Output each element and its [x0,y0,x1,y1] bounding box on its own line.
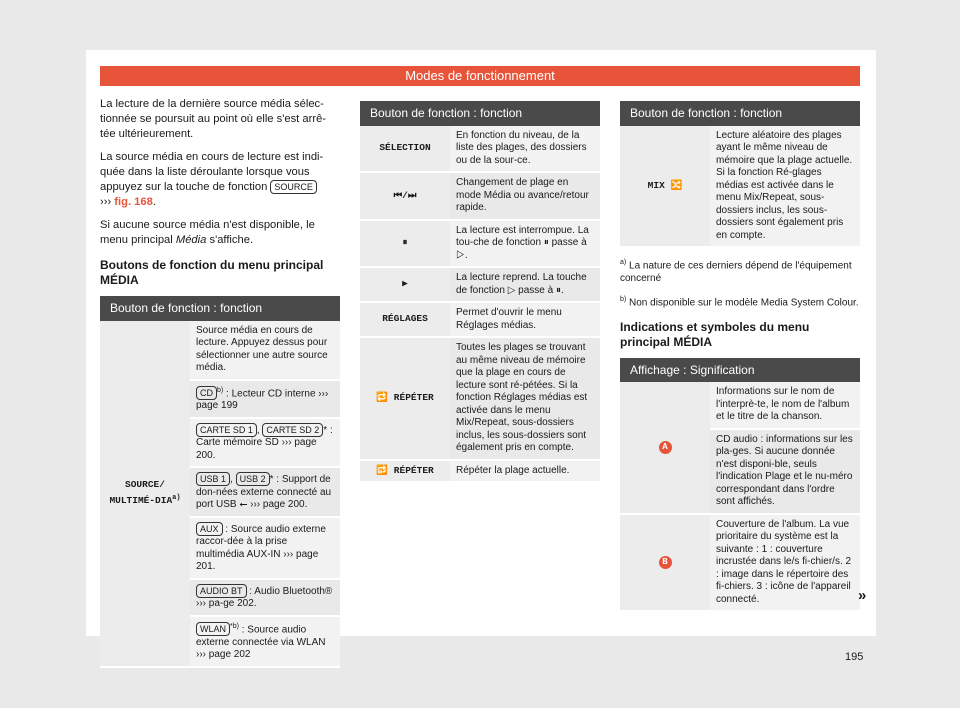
table-cell: En fonction du niveau, de la liste des plages, des dossiers ou de la sour-ce. [450,126,600,173]
key-cell: RÉGLAGES [360,302,450,337]
key-cell: SÉLECTION [360,126,450,173]
paragraph-2: La source média en cours de lecture est indi-quée dans la liste déroulante lorsque vous appuyez sur la touche de fonction SOURCE ››› fig. 168. [100,151,324,208]
table-cell: AUDIO BT : Audio Bluetooth® ››› pa-ge 202. [190,579,340,616]
section-heading: Boutons de fonction du menu principal MÉDIA [100,258,324,287]
marker-a: A [620,382,710,514]
pause-icon: ⏸ [360,220,450,268]
table-cell: Toutes les plages se trouvant au même niveau de mémoire que la plage en cours de lecture sont ré-pétées. Si la fonction Réglages médias est activée dans le menu Mix/Repeat, sous-dossiers inclus, les sous-dossiers sont également pris en compte. [450,337,600,460]
footnote-a: $^{a)}$ La nature de ces derniers dépend de l'équipement concerné [620,259,852,285]
table-cell: La lecture est interrompue. La tou-che de fonction ⏸ passe à ▷. [450,220,600,268]
table-cell: Permet d'ouvrir le menu Réglages médias. [450,302,600,337]
column-2 [360,101,600,483]
table-cell: Source média en cours de lecture. Appuyez dessus pour sélectionner une autre source média. [190,321,340,380]
table-cell: AUX : Source audio externe raccor-dée à la prise multimédia AUX-IN ››› page 201. [190,517,340,579]
table-cell: WLAN $^{*b)}$ : Source audio externe connectée via WLAN ››› page 202 [190,616,340,667]
table-header: Bouton de fonction : fonction [360,101,600,126]
prev-next-icon: ⏮/⏭ [360,172,450,220]
marker-b: B [620,514,710,612]
repeat-icon: 🔁 RÉPÉTER [360,337,450,460]
function-table-2 [360,101,600,483]
table-cell: USB 1 , USB 2 * : Support de don-nées externe connecté au port USB ⭠ ››› page 200. [190,467,340,517]
source-key: SOURCE [270,180,317,194]
table-cell: CD $^{b)}$ : Lecteur CD interne ››› page 199 [190,380,340,418]
section-heading-2: Indications et symboles du menu principal MÉDIA [620,319,810,349]
table-header: Bouton de fonction : fonction [620,101,860,126]
continue-arrow: » [858,587,867,604]
play-icon: ▶ [360,267,450,302]
table-cell: CD audio : informations sur les pla-ges. Si aucune donnée n'est disponi-ble, seuls l'indication Plage et le nu-méro correspondant dans l'ordre sont affichés. [710,429,860,514]
function-table-3 [620,101,860,248]
table-cell: Répéter la plage actuelle. [450,460,600,483]
column-3 [620,101,860,612]
paragraph-3: Si aucune source média n'est disponible, le menu principal Média s'affiche. [100,219,315,246]
display-table [620,358,860,613]
table-cell: Informations sur le nom de l'interprè-te, le nom de l'album et le titre de la chanson. [710,382,860,429]
key-cell: SOURCE/ MULTIMÉ-DIA$^{a)}$ [100,321,190,667]
column-1 [100,97,340,668]
footnote-b: $^{b)}$ Non disponible sur le modèle Media System Colour. [620,296,859,309]
page-header: Modes de fonctionnement [100,66,860,86]
table-cell: La lecture reprend. La touche de fonction ▷ passe à ⏸. [450,267,600,302]
table-header: Affichage : Signification [620,358,860,383]
repeat-one-icon: 🔂 RÉPÉTER [360,460,450,483]
table-cell: Couverture de l'album. La vue prioritaire du système est la suivante : 1 : couverture incrustée dans le/s fi-chier/s. 2 : image dans le répertoire des fi-chiers. 3 : icône de l'appareil connecté. [710,514,860,612]
function-table-1 [100,296,340,668]
table-header: Bouton de fonction : fonction [100,296,340,321]
paragraph-1: La lecture de la dernière source média sélec-tionnée se poursuit au point où elle s'est arrê-tée ultérieurement. [100,98,327,140]
shuffle-icon: MIX 🔀 [620,126,710,248]
table-cell: Lecture aléatoire des plages ayant le même niveau de mémoire que la plage actuelle. Si la fonction Ré-glages médias est activée dans le menu Mix/Repeat, sous-dossiers inclus, les sous-dossiers sont également pris en compte. [710,126,860,248]
fig-link[interactable]: fig. 168 [114,196,153,208]
table-cell: CARTE SD 1 , CARTE SD 2 * : Carte mémoire SD ››› page 200. [190,418,340,468]
page-number: 195 [845,651,864,663]
table-cell: Changement de plage en mode Média ou avance/retour rapide. [450,172,600,220]
